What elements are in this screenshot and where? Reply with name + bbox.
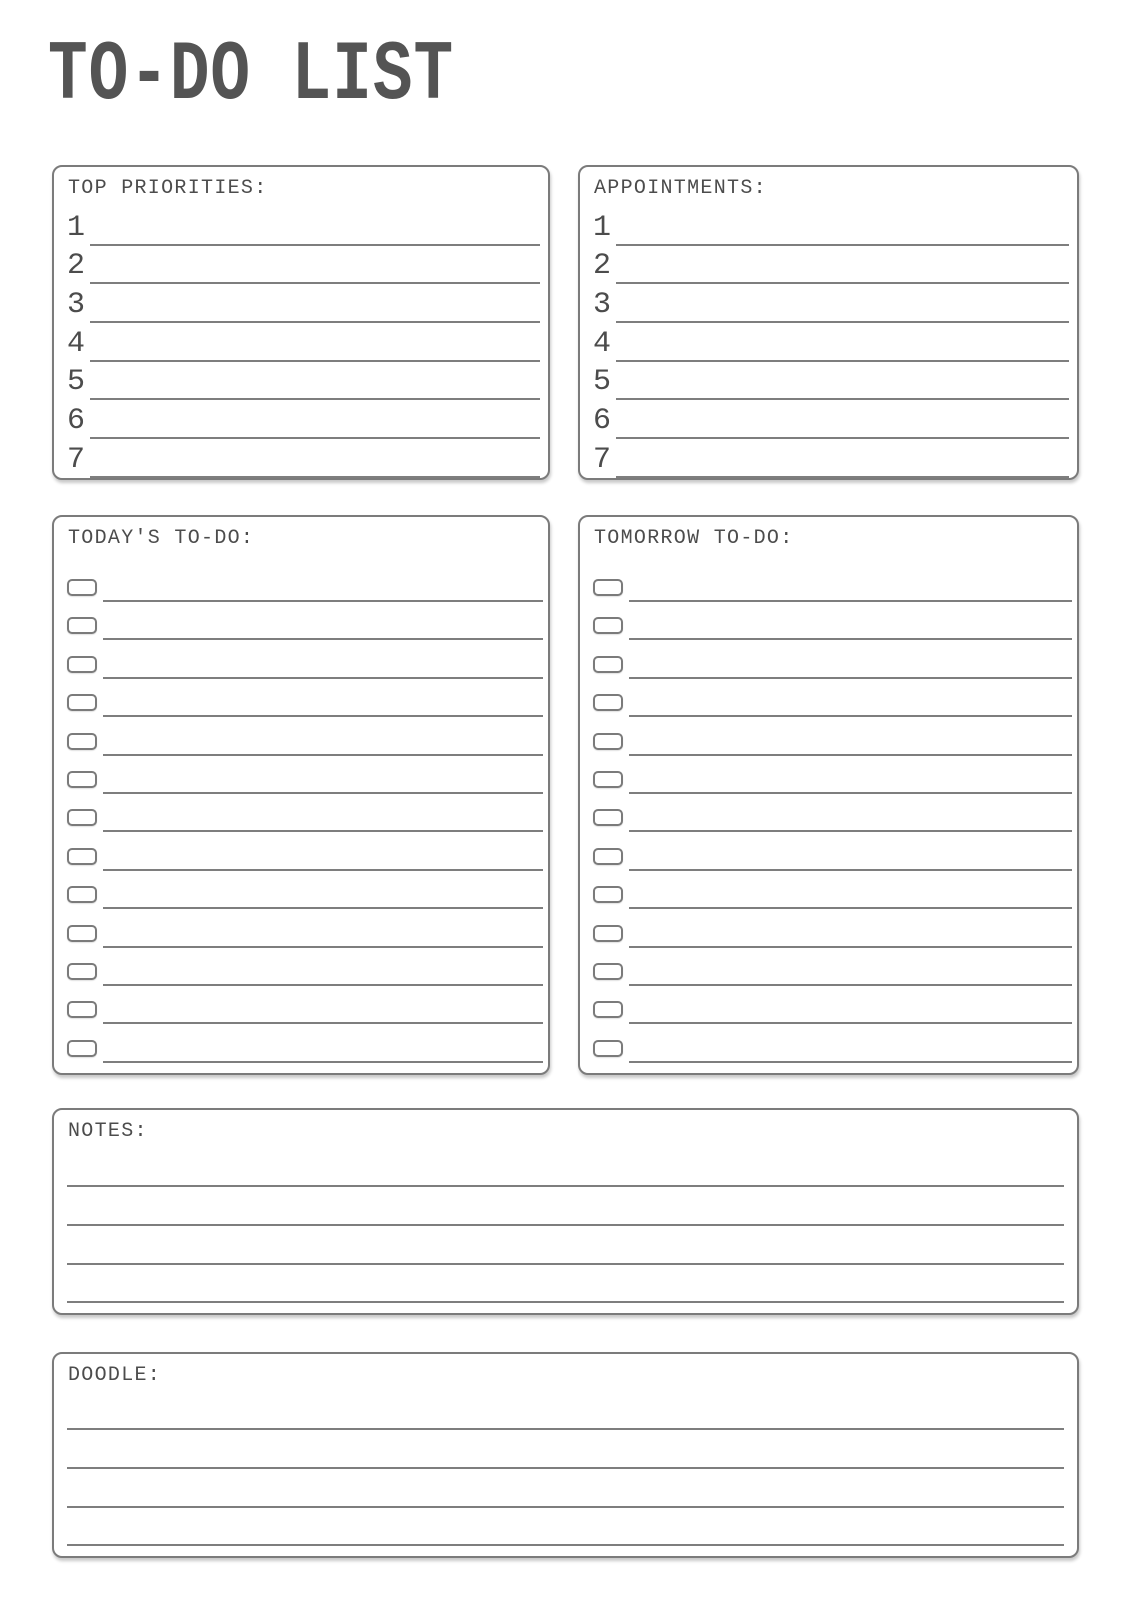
numbered-row (54, 246, 548, 285)
checkbox-row (54, 573, 548, 611)
row-number: 5 (593, 365, 612, 400)
checkbox-row (54, 880, 548, 918)
write-line[interactable] (629, 792, 1072, 794)
checkbox[interactable] (67, 617, 97, 634)
checkbox[interactable] (593, 733, 623, 750)
checkbox-row (580, 957, 1077, 995)
write-line[interactable] (629, 907, 1072, 909)
write-line[interactable] (67, 1544, 1064, 1546)
write-line[interactable] (103, 754, 543, 756)
checkbox-row (54, 919, 548, 957)
ruled-row (67, 1226, 1064, 1265)
checkbox[interactable] (593, 694, 623, 711)
notes-label: NOTES: (68, 1120, 148, 1143)
tomorrow-todo-box (578, 515, 1079, 1075)
write-line[interactable] (629, 830, 1072, 832)
write-line[interactable] (103, 907, 543, 909)
row-number: 7 (593, 442, 612, 477)
numbered-row (54, 439, 548, 478)
write-line[interactable] (103, 946, 543, 948)
write-line[interactable] (629, 984, 1072, 986)
notes-rows (67, 1148, 1064, 1303)
row-number: 1 (593, 210, 612, 245)
checkbox[interactable] (593, 1040, 623, 1057)
checkbox-row (54, 727, 548, 765)
checkbox[interactable] (67, 1040, 97, 1057)
write-line[interactable] (103, 984, 543, 986)
checkbox[interactable] (67, 963, 97, 980)
ruled-row (67, 1391, 1064, 1430)
checkbox-row (580, 573, 1077, 611)
numbered-row (54, 362, 548, 401)
write-line[interactable] (629, 638, 1072, 640)
checkbox[interactable] (67, 1001, 97, 1018)
top-priorities-box (52, 165, 550, 480)
checkbox-row (54, 957, 548, 995)
ruled-row (67, 1508, 1064, 1547)
todays-todo-rows (54, 573, 548, 1072)
checkbox[interactable] (593, 848, 623, 865)
write-line[interactable] (629, 677, 1072, 679)
checkbox-row (580, 803, 1077, 841)
write-line[interactable] (103, 1022, 543, 1024)
checkbox[interactable] (67, 694, 97, 711)
checkbox[interactable] (593, 925, 623, 942)
write-line[interactable] (90, 476, 540, 478)
row-number: 2 (593, 249, 612, 284)
numbered-row (54, 323, 548, 362)
write-line[interactable] (629, 715, 1072, 717)
ruled-row (67, 1148, 1064, 1187)
write-line[interactable] (103, 638, 543, 640)
checkbox-row (580, 919, 1077, 957)
numbered-row (580, 284, 1077, 323)
checkbox[interactable] (593, 771, 623, 788)
ruled-row (67, 1265, 1064, 1304)
checkbox-row (580, 611, 1077, 649)
checkbox[interactable] (593, 963, 623, 980)
write-line[interactable] (629, 869, 1072, 871)
numbered-row (580, 439, 1077, 478)
checkbox[interactable] (67, 809, 97, 826)
checkbox-row (54, 803, 548, 841)
checkbox[interactable] (593, 617, 623, 634)
write-line[interactable] (67, 1301, 1064, 1303)
numbered-row (54, 207, 548, 246)
ruled-row (67, 1430, 1064, 1469)
row-number: 2 (67, 249, 86, 284)
row-number: 3 (67, 288, 86, 323)
numbered-row (580, 400, 1077, 439)
top-priorities-label: TOP PRIORITIES: (68, 177, 268, 200)
checkbox-row (580, 880, 1077, 918)
tomorrow-todo-label: TOMORROW TO-DO: (594, 527, 794, 550)
write-line[interactable] (103, 830, 543, 832)
appointments-rows (580, 207, 1077, 478)
write-line[interactable] (103, 715, 543, 717)
checkbox[interactable] (67, 656, 97, 673)
tomorrow-todo-rows (580, 573, 1077, 1072)
checkbox-row (54, 765, 548, 803)
todays-todo-label: TODAY'S TO-DO: (68, 527, 255, 550)
numbered-row (580, 362, 1077, 401)
write-line[interactable] (103, 792, 543, 794)
numbered-row (580, 207, 1077, 246)
write-line[interactable] (103, 600, 543, 602)
checkbox-row (54, 842, 548, 880)
checkbox-row (580, 650, 1077, 688)
write-line[interactable] (616, 476, 1069, 478)
write-line[interactable] (629, 946, 1072, 948)
checkbox[interactable] (67, 886, 97, 903)
write-line[interactable] (103, 1061, 543, 1063)
numbered-row (580, 246, 1077, 285)
row-number: 4 (67, 326, 86, 361)
checkbox[interactable] (67, 579, 97, 596)
write-line[interactable] (629, 754, 1072, 756)
checkbox[interactable] (67, 925, 97, 942)
doodle-rows (67, 1391, 1064, 1546)
checkbox[interactable] (67, 771, 97, 788)
write-line[interactable] (629, 1061, 1072, 1063)
checkbox-row (54, 650, 548, 688)
numbered-row (54, 400, 548, 439)
checkbox-row (54, 688, 548, 726)
checkbox[interactable] (593, 809, 623, 826)
write-line[interactable] (629, 600, 1072, 602)
write-line[interactable] (103, 869, 543, 871)
appointments-label: APPOINTMENTS: (594, 177, 767, 200)
todays-todo-box (52, 515, 550, 1075)
checkbox[interactable] (67, 848, 97, 865)
checkbox[interactable] (593, 656, 623, 673)
top-priorities-rows (54, 207, 548, 478)
doodle-label: DOODLE: (68, 1364, 162, 1387)
write-line[interactable] (629, 1022, 1072, 1024)
row-number: 6 (67, 404, 86, 439)
appointments-box (578, 165, 1079, 480)
ruled-row (67, 1187, 1064, 1226)
checkbox-row (54, 1034, 548, 1072)
row-number: 5 (67, 365, 86, 400)
checkbox-row (580, 995, 1077, 1033)
row-number: 6 (593, 404, 612, 439)
checkbox[interactable] (593, 579, 623, 596)
page-title: TO-DO LIST (48, 27, 455, 124)
checkbox-row (580, 1034, 1077, 1072)
checkbox[interactable] (593, 886, 623, 903)
checkbox-row (580, 842, 1077, 880)
row-number: 3 (593, 288, 612, 323)
checkbox-row (54, 611, 548, 649)
write-line[interactable] (103, 677, 543, 679)
row-number: 7 (67, 442, 86, 477)
checkbox[interactable] (593, 1001, 623, 1018)
checkbox-row (580, 727, 1077, 765)
checkbox-row (580, 688, 1077, 726)
row-number: 1 (67, 210, 86, 245)
notes-box (52, 1108, 1079, 1315)
ruled-row (67, 1469, 1064, 1508)
doodle-box (52, 1352, 1079, 1558)
numbered-row (580, 323, 1077, 362)
checkbox-row (580, 765, 1077, 803)
row-number: 4 (593, 326, 612, 361)
numbered-row (54, 284, 548, 323)
checkbox-row (54, 995, 548, 1033)
checkbox[interactable] (67, 733, 97, 750)
